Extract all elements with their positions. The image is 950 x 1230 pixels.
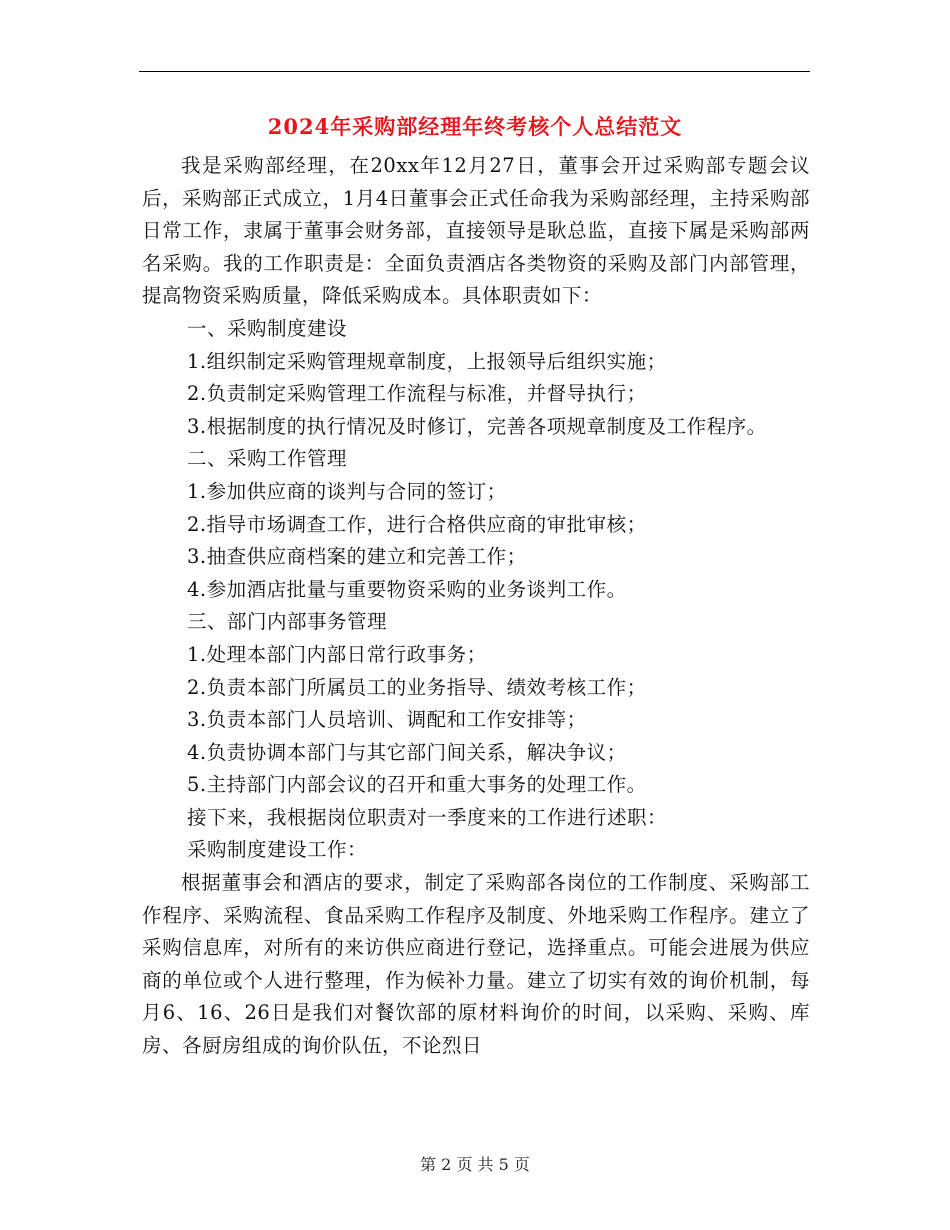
page-number: 第 2 页 共 5 页 — [420, 1155, 530, 1174]
list-item: 1.处理本部门内部日常行政事务； — [187, 642, 487, 666]
section-heading-1: 一、采购制度建设 — [187, 316, 348, 340]
list-item: 2.负责本部门所属员工的业务指导、绩效考核工作； — [187, 675, 647, 699]
document-title: 2024年采购部经理年终考核个人总结范文 — [267, 114, 683, 139]
header-rule — [139, 71, 810, 72]
list-item: 3.抽查供应商档案的建立和完善工作； — [187, 545, 527, 569]
list-item: 4.参加酒店批量与重要物资采购的业务谈判工作。 — [187, 577, 627, 601]
list-item: 2.指导市场调查工作，进行合格供应商的审批审核； — [187, 512, 647, 536]
intro-paragraph: 我是采购部经理，在20xx年12月27日，董事会开过采购部专题会议后，采购部正式成立，1月4日董事会正式任命我为采购部经理，主持采购部日常工作，隶属于董事会财务部，直接领导是耿总监，直接下属是采购部两名采购。我的工作职责是：全面负责酒店各类物资的采购及部门内部管理，提高物资采购质量，降低采购成本。具体职责如下： — [142, 154, 810, 308]
list-item: 2.负责制定采购管理工作流程与标准，并督导执行； — [187, 382, 647, 406]
list-item: 3.根据制度的执行情况及时修订，完善各项规章制度及工作程序。 — [187, 414, 767, 438]
list-item: 3.负责本部门人员培训、调配和工作安排等； — [187, 708, 587, 732]
section-heading-2: 二、采购工作管理 — [187, 447, 348, 471]
transition-line: 接下来，我根据岗位职责对一季度来的工作进行述职： — [187, 805, 668, 829]
document-body — [142, 150, 810, 1063]
list-item: 1.参加供应商的谈判与合同的签订； — [187, 479, 507, 503]
section-heading-3: 三、部门内部事务管理 — [187, 610, 388, 634]
subheading: 采购制度建设工作： — [187, 838, 368, 862]
list-item: 1.组织制定采购管理规章制度，上报领导后组织实施； — [187, 349, 667, 373]
closing-paragraph: 根据董事会和酒店的要求，制定了采购部各岗位的工作制度、采购部工作程序、采购流程、食品采购工作程序及制度、外地采购工作程序。建立了采购信息库，对所有的来访供应商进行登记，选择重点。可能会进展为供应商的单位或个人进行整理，作为候补力量。建立了切实有效的询价机制，每月6、16、26日是我们对餐饮部的原材料询价的时间，以采购、采购、库房、各厨房组成的询价队伍，不论烈日 — [142, 871, 810, 1058]
list-item: 5.主持部门内部会议的召开和重大事务的处理工作。 — [187, 773, 647, 797]
list-item: 4.负责协调本部门与其它部门间关系，解决争议； — [187, 740, 627, 764]
